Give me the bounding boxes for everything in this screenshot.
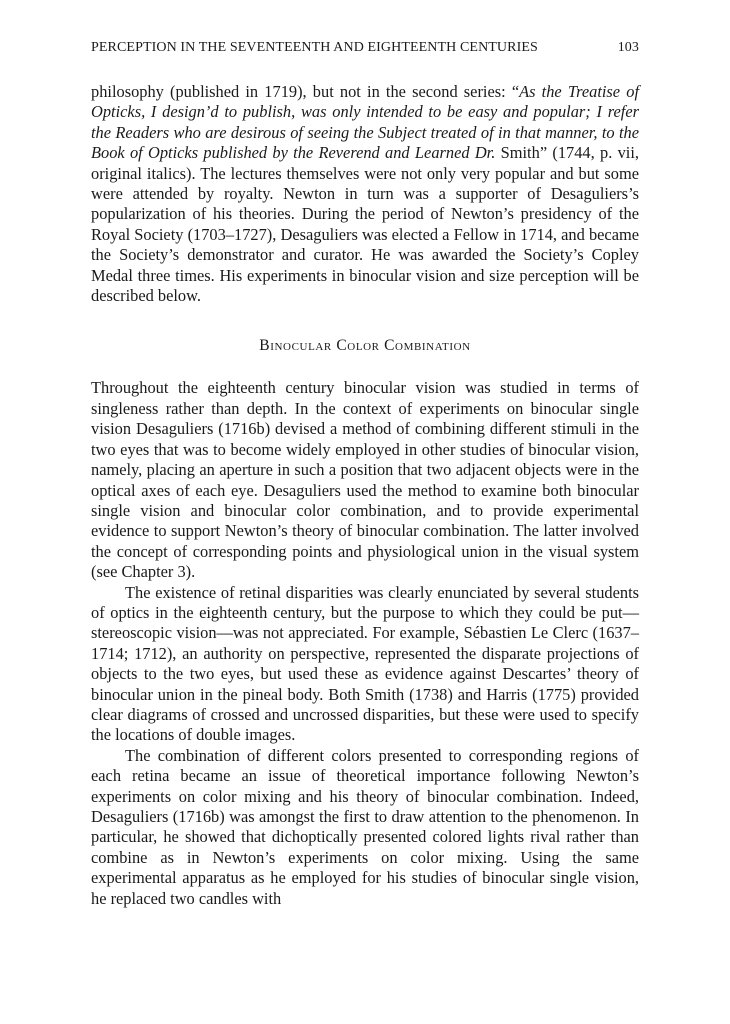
paragraph-section-opening: Throughout the eighteenth century binocular vision was studied in terms of singleness rather than depth. In the context of experiments on binocular single vision Desaguliers (1716b) devised a method of combining different stimuli in the two eyes that was to become widely employed in other studies of binocular vision, namely, placing an aperture in such a position that two adjacent objects were in the optical axes of each eye. Desaguliers used the method to examine both binocular single vision and binocular color combination, and to provide experimental evidence to support Newton’s theory of binocular combination. The latter involved the concept of corresponding points and physiological union in the visual system (see Chapter 3).: [91, 378, 639, 582]
section-heading: Binocular Color Combination: [259, 337, 471, 355]
italic-quotation: As the Treatise of Opticks, I design’d to publish, was only intended to be easy and popular; I refer the Readers who are desirous of seeing the Subject treated of in that manner, to the Book of Opticks published by the Reverend and Learned Dr.: [91, 82, 639, 163]
running-head-title: PERCEPTION IN THE SEVENTEENTH AND EIGHTEENTH CENTURIES: [91, 40, 538, 55]
paragraph-color-combination: The combination of different colors presented to corresponding regions of each retina became an issue of theoretical importance following Newton’s experiments on color mixing and his theory of binocular combination. Indeed, Desaguliers (1716b) was amongst the first to draw attention to the phenomenon. In particular, he showed that dichoptically presented colored lights rival rather than combine as in Newton’s experiments on color mixing. Using the same experimental apparatus as he employed for his studies of binocular single vision, he replaced two candles with: [91, 745, 639, 908]
paragraph-retinal-disparities: The existence of retinal disparities was clearly enunciated by several students of optics in the eighteenth century, but the purpose to which they could be put—stereoscopic vision—was not appreciated. For example, Sébastien Le Clerc (1637–1714; 1712), an authority on perspective, represented the disparate projections of objects to the two eyes, but used these as evidence against Descartes’ theory of binocular union in the pineal body. Both Smith (1738) and Harris (1775) provided clear diagrams of crossed and uncrossed disparities, but these were used to specify the locations of double images.: [91, 582, 639, 745]
paragraph-continuation: [91, 82, 639, 306]
book-page: [91, 40, 639, 909]
quoted-author-name: Smith: [495, 143, 540, 163]
paragraph-text: philosophy (published in 1719), but not in the second series: “: [91, 82, 520, 101]
paragraph-text: ” (1744, p. vii, original italics). The lectures themselves were not only very popular and but some were attended by royalty. Newton in turn was a supporter of Desaguliers’s popularization of his theories. During the period of Newton’s presidency of the Royal Society (1703–1727), Desaguliers was elected a Fellow in 1714, and became the Society’s demonstrator and curator. He was awarded the Society’s Copley Medal three times. His experiments in binocular vision and size perception will be described below.: [91, 143, 639, 306]
running-head: [91, 40, 639, 64]
page-number: 103: [617, 40, 639, 55]
